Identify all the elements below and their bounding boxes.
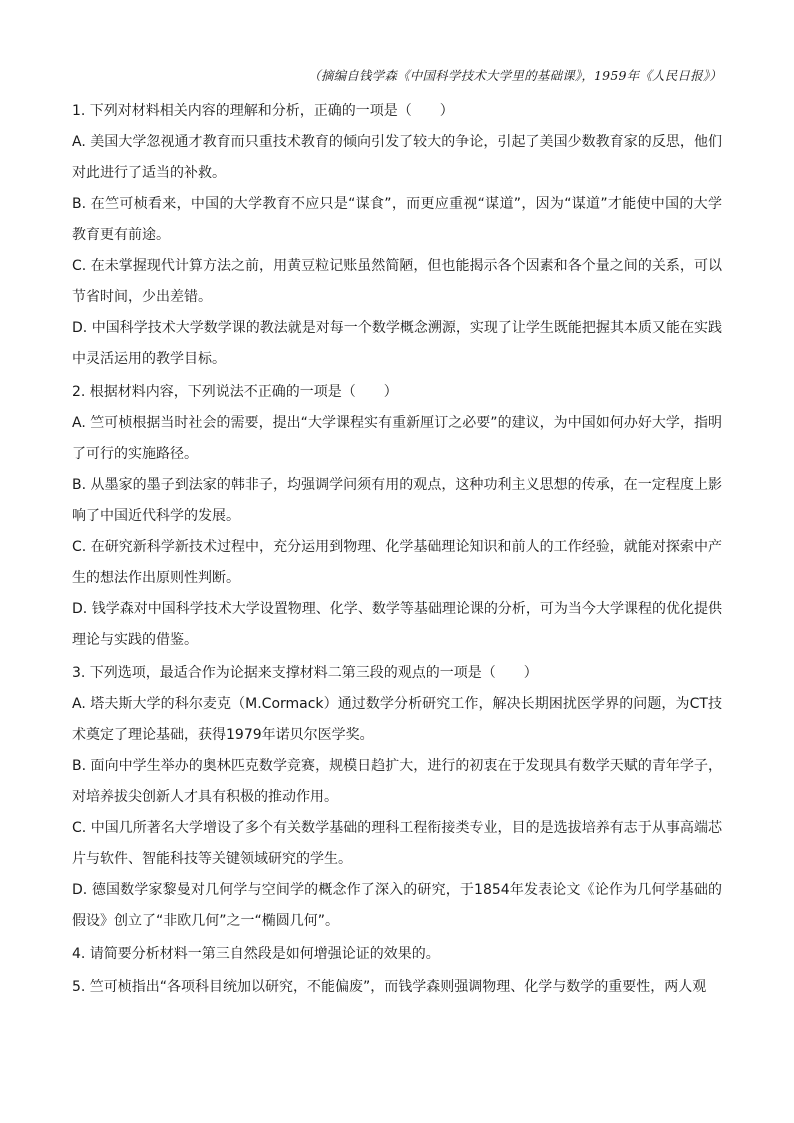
question-1	[72, 96, 722, 375]
option-a: A. 美国大学忽视通才教育而只重技术教育的倾向引发了较大的争论，引起了美国少数教育家的反思，他们对此进行了适当的补救。	[72, 134, 722, 181]
question-4	[72, 939, 722, 970]
source-citation: （摘编自钱学森《中国科学技术大学里的基础课》，1959年《人民日报》）	[308, 68, 722, 83]
question-3	[72, 658, 722, 937]
option-d: D. 中国科学技术大学数学课的教法就是对每一个数学概念溯源，实现了让学生既能把握其本质又能在实践中灵活运用的教学目标。	[72, 320, 722, 367]
option-c: C. 在研究新科学新技术过程中，充分运用到物理、化学基础理论知识和前人的工作经验，就能对探索中产生的想法作出原则性判断。	[72, 539, 722, 586]
option-d: D. 钱学森对中国科学技术大学设置物理、化学、数学等基础理论课的分析，可为当今大学课程的优化提供理论与实践的借鉴。	[72, 601, 722, 648]
option-b: B. 面向中学生举办的奥林匹克数学竞赛，规模日趋扩大，进行的初衷在于发现具有数学天赋的青年学子，对培养拔尖创新人才具有积极的推动作用。	[72, 758, 722, 805]
option-c: C. 中国几所著名大学增设了多个有关数学基础的理科工程衔接类专业，目的是选拔培养有志于从事高端芯片与软件、智能科技等关键领域研究的学生。	[72, 820, 722, 867]
question-2	[72, 377, 722, 656]
question-stem: 2. 根据材料内容，下列说法不正确的一项是（ ）	[72, 384, 398, 400]
question-5	[72, 972, 722, 1003]
question-stem: 5. 竺可桢指出“各项科目统加以研究，不能偏废”，而钱学森则强调物理、化学与数学的重要性，两人观	[72, 979, 707, 995]
option-d: D. 德国数学家黎曼对几何学与空间学的概念作了深入的研究，于1854年发表论文《论作为几何学基础的假设》创立了“非欧几何”之一“椭圆几何”。	[72, 882, 722, 929]
question-stem: 1. 下列对材料相关内容的理解和分析，正确的一项是（ ）	[72, 103, 454, 119]
option-b: B. 在竺可桢看来，中国的大学教育不应只是“谋食”，而更应重视“谋道”，因为“谋道”才能使中国的大学教育更有前途。	[72, 196, 722, 243]
question-stem: 3. 下列选项，最适合作为论据来支撑材料二第三段的观点的一项是（ ）	[72, 665, 538, 681]
option-a: A. 竺可桢根据当时社会的需要，提出“大学课程实有重新厘订之必要”的建议，为中国如何办好大学，指明了可行的实施路径。	[72, 415, 722, 462]
option-a: A. 塔夫斯大学的科尔麦克（M.Cormack）通过数学分析研究工作，解决长期困扰医学界的问题，为CT技术奠定了理论基础，获得1979年诺贝尔医学奖。	[72, 696, 722, 743]
question-stem: 4. 请简要分析材料一第三自然段是如何增强论证的效果的。	[72, 946, 440, 962]
option-b: B. 从墨家的墨子到法家的韩非子，均强调学问须有用的观点，这种功利主义思想的传承，在一定程度上影响了中国近代科学的发展。	[72, 477, 722, 524]
option-c: C. 在未掌握现代计算方法之前，用黄豆粒记账虽然简陋，但也能揭示各个因素和各个量之间的关系，可以节省时间，少出差错。	[72, 258, 722, 305]
